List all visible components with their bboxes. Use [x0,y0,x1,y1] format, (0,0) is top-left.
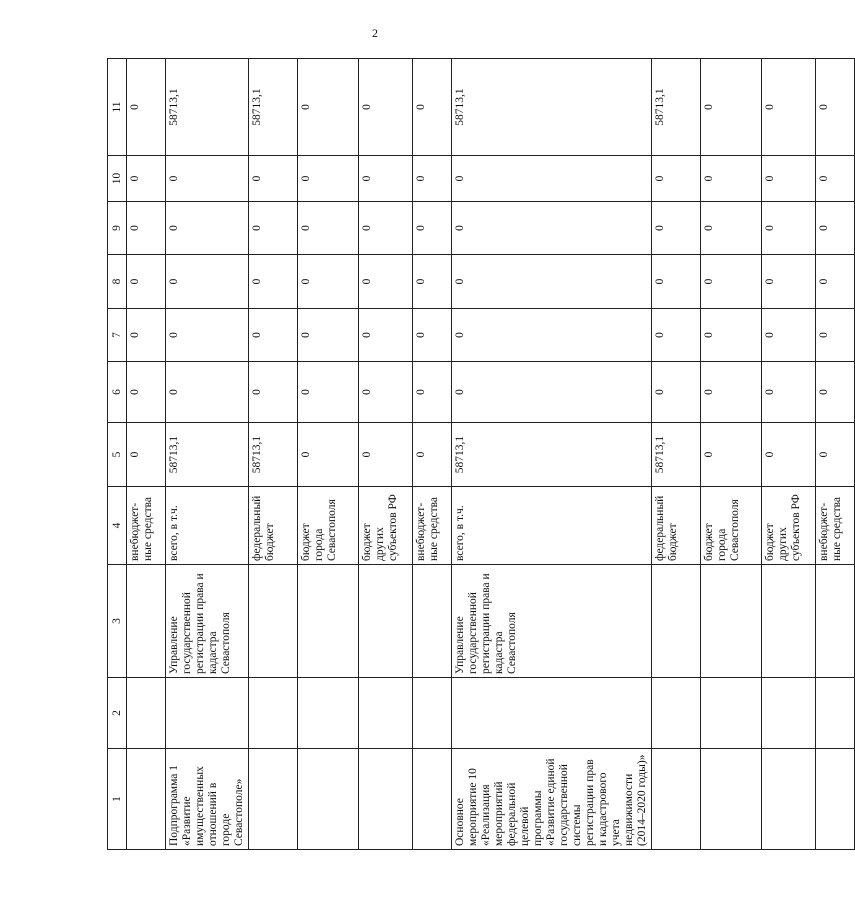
value-cell: 58713,1 [452,423,652,487]
column-2-cell [701,678,762,749]
funding-source-cell: бюджет города Севастополя [701,487,762,565]
value-cell: 0 [413,202,452,255]
column-2-cell [413,678,452,749]
value-cell: 0 [816,202,855,255]
program-cell [413,749,452,850]
value-cell: 0 [359,423,413,487]
value-cell: 0 [298,202,359,255]
table-row [452,59,652,850]
value-cell: 0 [249,156,298,202]
table-row [701,59,762,850]
value-cell: 0 [701,255,762,309]
value-cell: 0 [652,202,701,255]
value-cell: 0 [652,362,701,423]
value-cell: 0 [762,202,816,255]
value-cell: 58713,1 [652,423,701,487]
value-cell: 0 [762,59,816,156]
executor-cell [701,565,762,678]
value-cell: 0 [298,156,359,202]
column-header: 5 [108,423,127,487]
value-cell: 0 [359,156,413,202]
column-2-cell [127,678,166,749]
value-cell: 0 [166,362,249,423]
value-cell: 0 [452,255,652,309]
value-cell: 0 [298,309,359,362]
column-header: 3 [108,565,127,678]
value-cell: 58713,1 [452,59,652,156]
table-row [816,59,855,850]
value-cell: 0 [359,362,413,423]
funding-source-cell: всего, в т.ч. [166,487,249,565]
value-cell: 0 [452,362,652,423]
value-cell: 0 [127,202,166,255]
column-2-cell [762,678,816,749]
column-2-cell [816,678,855,749]
value-cell: 0 [452,156,652,202]
table-row [166,59,249,850]
value-cell: 0 [298,255,359,309]
table-row [359,59,413,850]
value-cell: 0 [127,423,166,487]
rotated-table-wrapper [107,59,843,850]
executor-cell: Управление государственной регистрации права и кадастра Севастополя [166,565,249,678]
funding-source-cell: бюджет других субъектов РФ [359,487,413,565]
value-cell: 0 [452,202,652,255]
value-cell: 0 [359,202,413,255]
value-cell: 0 [166,255,249,309]
executor-cell [413,565,452,678]
value-cell: 58713,1 [166,59,249,156]
column-header: 8 [108,255,127,309]
funding-source-cell: внебюджет-ные средства [816,487,855,565]
value-cell: 0 [413,423,452,487]
table-row [413,59,452,850]
value-cell: 58713,1 [249,59,298,156]
value-cell: 0 [413,59,452,156]
program-cell [298,749,359,850]
column-2-cell [652,678,701,749]
program-cell [249,749,298,850]
table-row [249,59,298,850]
value-cell: 0 [127,156,166,202]
value-cell: 0 [298,59,359,156]
column-header: 1 [108,749,127,850]
funding-source-cell: внебюджет-ные средства [127,487,166,565]
value-cell: 0 [166,309,249,362]
header-row [108,59,127,850]
executor-cell: Управление государственной регистрации права и кадастра Севастополя [452,565,652,678]
value-cell: 0 [166,156,249,202]
executor-cell [249,565,298,678]
table-row [298,59,359,850]
table-row [127,59,166,850]
column-2-cell [249,678,298,749]
value-cell: 0 [413,309,452,362]
value-cell: 0 [127,255,166,309]
column-header: 2 [108,678,127,749]
value-cell: 0 [359,309,413,362]
value-cell: 0 [762,423,816,487]
value-cell: 0 [127,59,166,156]
column-header: 9 [108,202,127,255]
executor-cell [359,565,413,678]
funding-source-cell: бюджет города Севастополя [298,487,359,565]
value-cell: 0 [249,362,298,423]
value-cell: 0 [359,59,413,156]
column-header: 4 [108,487,127,565]
value-cell: 0 [127,362,166,423]
value-cell: 0 [249,309,298,362]
page-number: 2 [372,26,378,40]
table-row [762,59,816,850]
value-cell: 0 [413,362,452,423]
program-cell [652,749,701,850]
column-header: 10 [108,156,127,202]
program-cell: Подпрограмма 1 «Развитие имущественных отношений в городе Севастополе» [166,749,249,850]
program-cell [127,749,166,850]
value-cell: 0 [816,423,855,487]
value-cell: 0 [762,309,816,362]
executor-cell [127,565,166,678]
value-cell: 0 [298,362,359,423]
value-cell: 0 [452,309,652,362]
value-cell: 0 [359,255,413,309]
value-cell: 58713,1 [166,423,249,487]
rotated-table-frame [107,59,843,850]
value-cell: 0 [701,362,762,423]
program-cell [762,749,816,850]
column-2-cell [166,678,249,749]
value-cell: 0 [762,362,816,423]
funding-source-cell: внебюджет-ные средства [413,487,452,565]
column-2-cell [359,678,413,749]
value-cell: 0 [413,156,452,202]
column-2-cell [452,678,652,749]
value-cell: 0 [127,309,166,362]
funding-source-cell: федеральный бюджет [249,487,298,565]
value-cell: 0 [249,255,298,309]
value-cell: 0 [652,309,701,362]
value-cell: 0 [762,255,816,309]
value-cell: 0 [298,423,359,487]
value-cell: 0 [816,362,855,423]
executor-cell [762,565,816,678]
value-cell: 0 [816,156,855,202]
program-cell [701,749,762,850]
value-cell: 0 [166,202,249,255]
funding-source-cell: бюджет других субъектов РФ [762,487,816,565]
value-cell: 0 [413,255,452,309]
value-cell: 0 [652,156,701,202]
value-cell: 0 [701,423,762,487]
column-header: 11 [108,59,127,156]
budget-table [107,58,855,850]
column-2-cell [298,678,359,749]
column-header: 7 [108,309,127,362]
value-cell: 58713,1 [652,59,701,156]
funding-source-cell: федеральный бюджет [652,487,701,565]
value-cell: 58713,1 [249,423,298,487]
executor-cell [652,565,701,678]
table-row [652,59,701,850]
column-header: 6 [108,362,127,423]
program-cell: Основное мероприятие 10 «Реализация мероприятий федеральной целевой программы «Развитие единой государственной системы регистрации прав и кадастрового учета недвижимости (2014–2020 годы)» [452,749,652,850]
value-cell: 0 [816,255,855,309]
value-cell: 0 [701,202,762,255]
value-cell: 0 [816,309,855,362]
value-cell: 0 [701,156,762,202]
value-cell: 0 [816,59,855,156]
executor-cell [298,565,359,678]
value-cell: 0 [701,309,762,362]
funding-source-cell: всего, в т.ч. [452,487,652,565]
program-cell [359,749,413,850]
value-cell: 0 [652,255,701,309]
value-cell: 0 [701,59,762,156]
executor-cell [816,565,855,678]
value-cell: 0 [762,156,816,202]
program-cell [816,749,855,850]
value-cell: 0 [249,202,298,255]
